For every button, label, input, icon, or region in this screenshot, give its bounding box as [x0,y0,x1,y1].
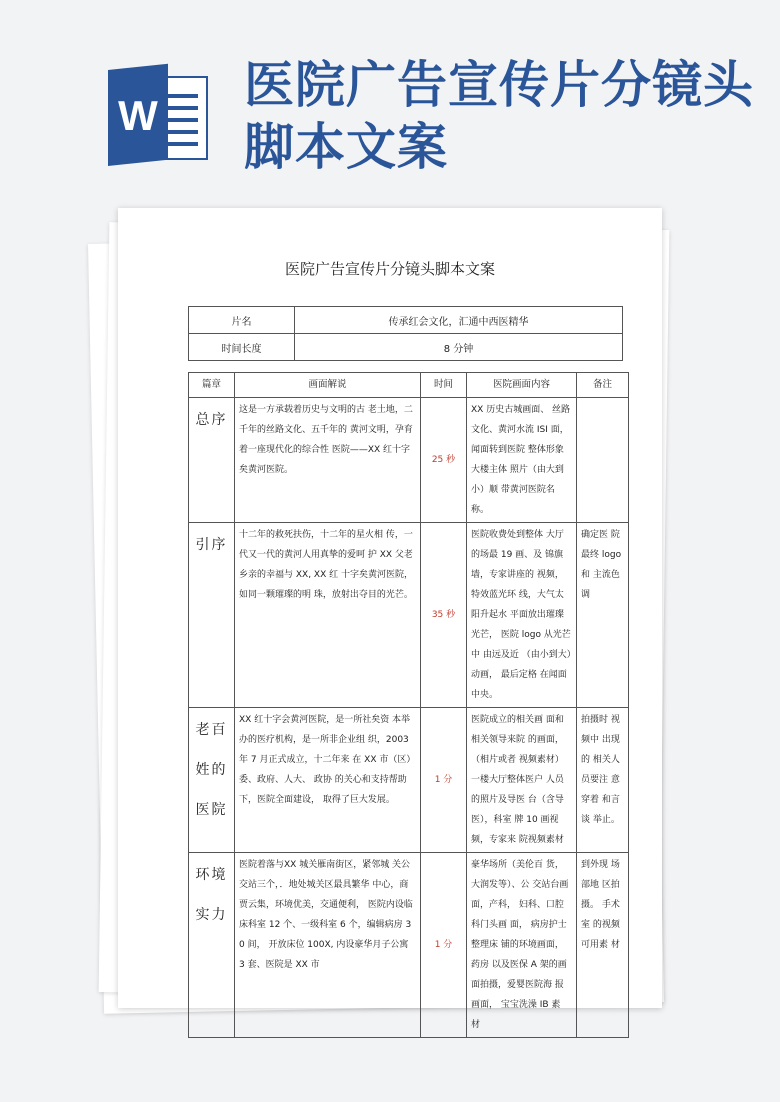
document-title: 医院广告宣传片分镜头脚本文案 [284,260,495,278]
word-icon-letter: W [118,92,158,139]
meta-value: 传承红会文化，汇通中西医精华 [295,307,623,334]
time-cell: 1 分 [421,708,467,853]
content-cell: 豪华场所（美伦百 货，大润发等）、公 交站台画面，产科， 妇科、口腔科门头画 面， 病房护士整理床 铺的环境画面， 药房 以及医保 A 架的画 面拍摄，爱婴医院海 报画面， 宝宝洗澡 IB 素 材 [467,853,577,1038]
column-header: 时间 [421,373,467,398]
note-cell: 确定医 院最终 logo 和 主流色调 [577,523,629,708]
storyboard-table [188,372,629,1038]
note-cell: 到外现 场部地 区拍摄。 手术室 的视频 可用素 材 [577,853,629,1038]
content-cell: XX 历史古城画面、 丝路文化、黄河水流 ISI 面，闻面转到医院 整体形象大楼主体 照片（由大到小）顺 带黄河医院名称。 [467,398,577,523]
table-header-row [189,373,629,398]
meta-row [189,334,623,361]
table-row [189,853,629,1038]
content-cell: 医院成立的相关画 面和相关领导来院 的画面，（相片或者 视频素材）一楼大厅整体医户 人员的照片及导医 台（含导医），科室 牌 10 画视频，专家来 院视频素材 [467,708,577,853]
section-name: 老百姓的医院 [189,708,235,853]
meta-label: 时间长度 [189,334,295,361]
meta-value: 8 分钟 [295,334,623,361]
meta-row [189,307,623,334]
section-name: 引序 [189,523,235,708]
column-header: 医院画面内容 [467,373,577,398]
time-cell: 1 分 [421,853,467,1038]
table-row [189,523,629,708]
word-document-icon [108,70,210,166]
section-name: 环境实力 [189,853,235,1038]
column-header: 画面解说 [235,373,421,398]
table-row [189,398,629,523]
narration-cell: 十二年的救死扶伤，十二年的星火相 传，一代又一代的黄河人用真挚的爱呵 护 XX 父老乡亲的幸福与 XX, XX 红 十字矣黄河医院，如同一颗璀璨的明 珠，放射出夺目的光芒。 [235,523,421,708]
narration-cell: 医院着落与XX 城关雁南街区，紧邻城 关公交站三个，．地处城关区最具繁华 中心，商贾云集，环境优美，交通便利， 医院内设临床科室 12 个、一级科室 6 个，编辑病房 30 间， 开放床位 100X, 内设豪华月子公寓 3 套、医院是 XX 市 [235,853,421,1038]
meta-label: 片名 [189,307,295,334]
column-header: 篇章 [189,373,235,398]
banner-title: 医院广告宣传片分镜头脚本文案 [244,56,754,176]
column-header: 备注 [577,373,629,398]
meta-table [188,306,623,361]
document-page [118,208,662,1030]
time-cell: 25 秒 [421,398,467,523]
narration-cell: 这是一方承载着历史与文明的古 老土地，二千年的丝路文化、五千年的 黄河文明，孕育着一座现代化的综合性 医院——XX 红十字矣黄河医院。 [235,398,421,523]
time-cell: 35 秒 [421,523,467,708]
table-row [189,708,629,853]
note-cell [577,398,629,523]
section-name: 总序 [189,398,235,523]
note-cell: 拍摄时 视频中 出现的 相关人员要注 意穿着 和言谈 举止。 [577,708,629,853]
content-cell: 医院收费处到整体 大厅的场最 19 画、及 锦旗墙，专家讲座的 视频，特效蓝光环 线，大气太阳升起水 平面放出璀璨光芒， 医院 logo 从光芒中 由远及近 （由小到大）动画， 最后定格 在闻面中央。 [467,523,577,708]
banner [0,0,780,200]
narration-cell: XX 红十字会黄河医院，是一所社矣资 本举办的医疗机构，是一所非企业组 织，2003 年 7 月正式成立，十二年来 在 XX 市（区）委、政府、人大、 政协 的关心和支持帮助下，医院全面建设， 取得了巨大发展。 [235,708,421,853]
